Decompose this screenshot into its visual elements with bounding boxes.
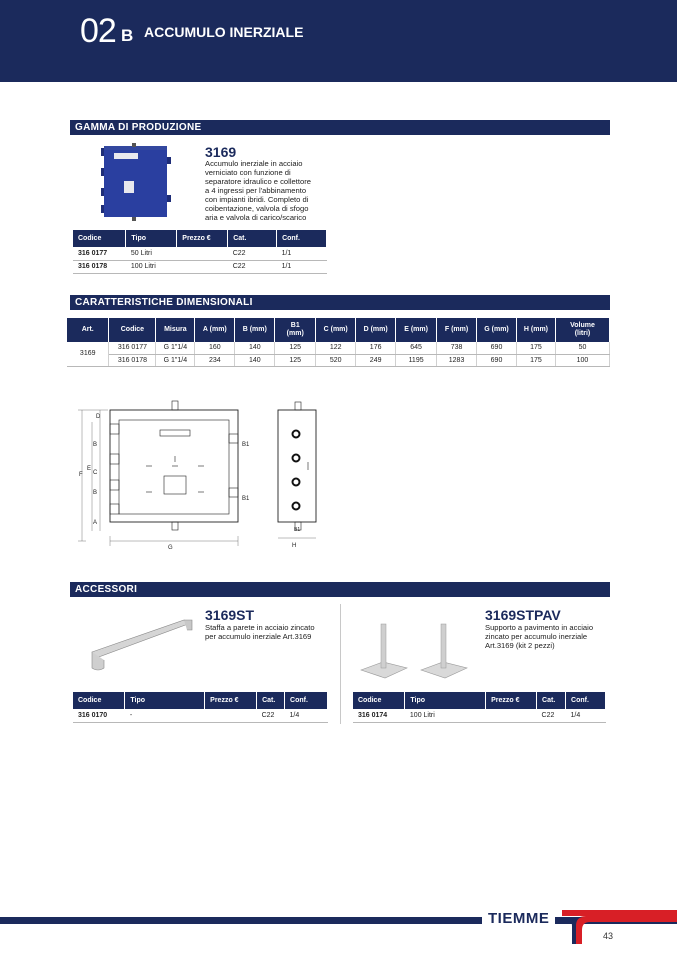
table-row: 316 0174 100 Litri C22 1/4	[353, 709, 606, 722]
label-h: H	[292, 543, 297, 549]
label-g: G	[168, 545, 173, 551]
section-dimensional-title: CARATTERISTICHE DIMENSIONALI	[70, 295, 610, 310]
dimension-table: Art. Codice Misura A (mm) B (mm) B1 (mm) C (mm) D (mm) E (mm) F (mm) G (mm) H (mm) Volume (litri) 3169 316 0177 G 1"1/4 160 140 125 122 176 645 738 690 175 50 316 0178 G 1"1/4 234 140 125 520 249 1195 1283 690 175 100	[67, 318, 610, 367]
table-row: 316 0178 G 1"1/4 234 140 125 520 249 1195 1283 690 175 100	[67, 354, 610, 366]
table-row: 316 0177 50 Litri C22 1/1	[73, 247, 327, 260]
accessory-description-3169stpav: Supporto a pavimento in acciaio zincato per accumulo inerziale Art.3169 (kit 2 pezzi)	[485, 623, 594, 650]
brand-logo-mark	[562, 910, 677, 944]
chapter-title: ACCUMULO INERZIALE	[144, 24, 304, 40]
label-b1-side: B1	[294, 527, 301, 533]
section-gamma-title: GAMMA DI PRODUZIONE	[70, 120, 610, 135]
accessory-3169st-image	[88, 612, 198, 674]
label-b-lower: B	[93, 490, 98, 496]
technical-drawing-front	[78, 396, 253, 556]
table-row: 316 0170 - C22 1/4	[73, 709, 328, 722]
label-b1-lower: B1	[242, 496, 250, 502]
accessory-description-3169st: Staffa a parete in acciaio zincato per accumulo inerziale Art.3169	[205, 623, 315, 641]
label-b: B	[93, 442, 98, 448]
chapter-letter: B	[121, 26, 134, 45]
table-row: 3169 316 0177 G 1"1/4 160 140 125 122 176 645 738 690 175 50	[67, 342, 610, 354]
label-b1: B1	[242, 442, 250, 448]
section-accessori-title: ACCESSORI	[70, 582, 610, 597]
accessory-table-3169stpav: Codice Tipo Prezzo € Cat. Conf. 316 0174 100 Litri C22 1/4	[353, 692, 606, 723]
accessori-divider	[340, 604, 341, 724]
accessory-table-3169st: Codice Tipo Prezzo € Cat. Conf. 316 0170 - C22 1/4	[73, 692, 328, 723]
accessory-code-3169stpav: 3169STPAV	[485, 607, 561, 623]
label-d: D	[96, 414, 101, 420]
product-code: 3169	[205, 144, 237, 160]
label-f: F	[79, 472, 83, 478]
product-3169-image	[100, 143, 172, 221]
chapter-number: 02	[80, 12, 116, 50]
label-e: E	[87, 466, 92, 472]
label-a: A	[93, 520, 98, 526]
label-c: C	[93, 470, 98, 476]
accessory-3169stpav-image	[355, 618, 475, 680]
product-table: Codice Tipo Prezzo € Cat. Conf. 316 0177 50 Litri C22 1/1 316 0178 100 Litri C22 1/1	[73, 230, 327, 274]
accessory-code-3169st: 3169ST	[205, 607, 255, 623]
table-row: 316 0178 100 Litri C22 1/1	[73, 260, 327, 273]
brand-logo: TIEMME	[482, 910, 555, 927]
product-description: Accumulo inerziale in acciaio verniciato con funzione di separatore idraulico e collettore a 4 ingressi per l'abbinamento con impianti ibridi. Completo di coibentazione, valvola di sfogo aria e valvola di carico/scarico	[205, 159, 311, 222]
technical-drawing-side	[268, 400, 328, 550]
page-number: 43	[603, 931, 614, 941]
